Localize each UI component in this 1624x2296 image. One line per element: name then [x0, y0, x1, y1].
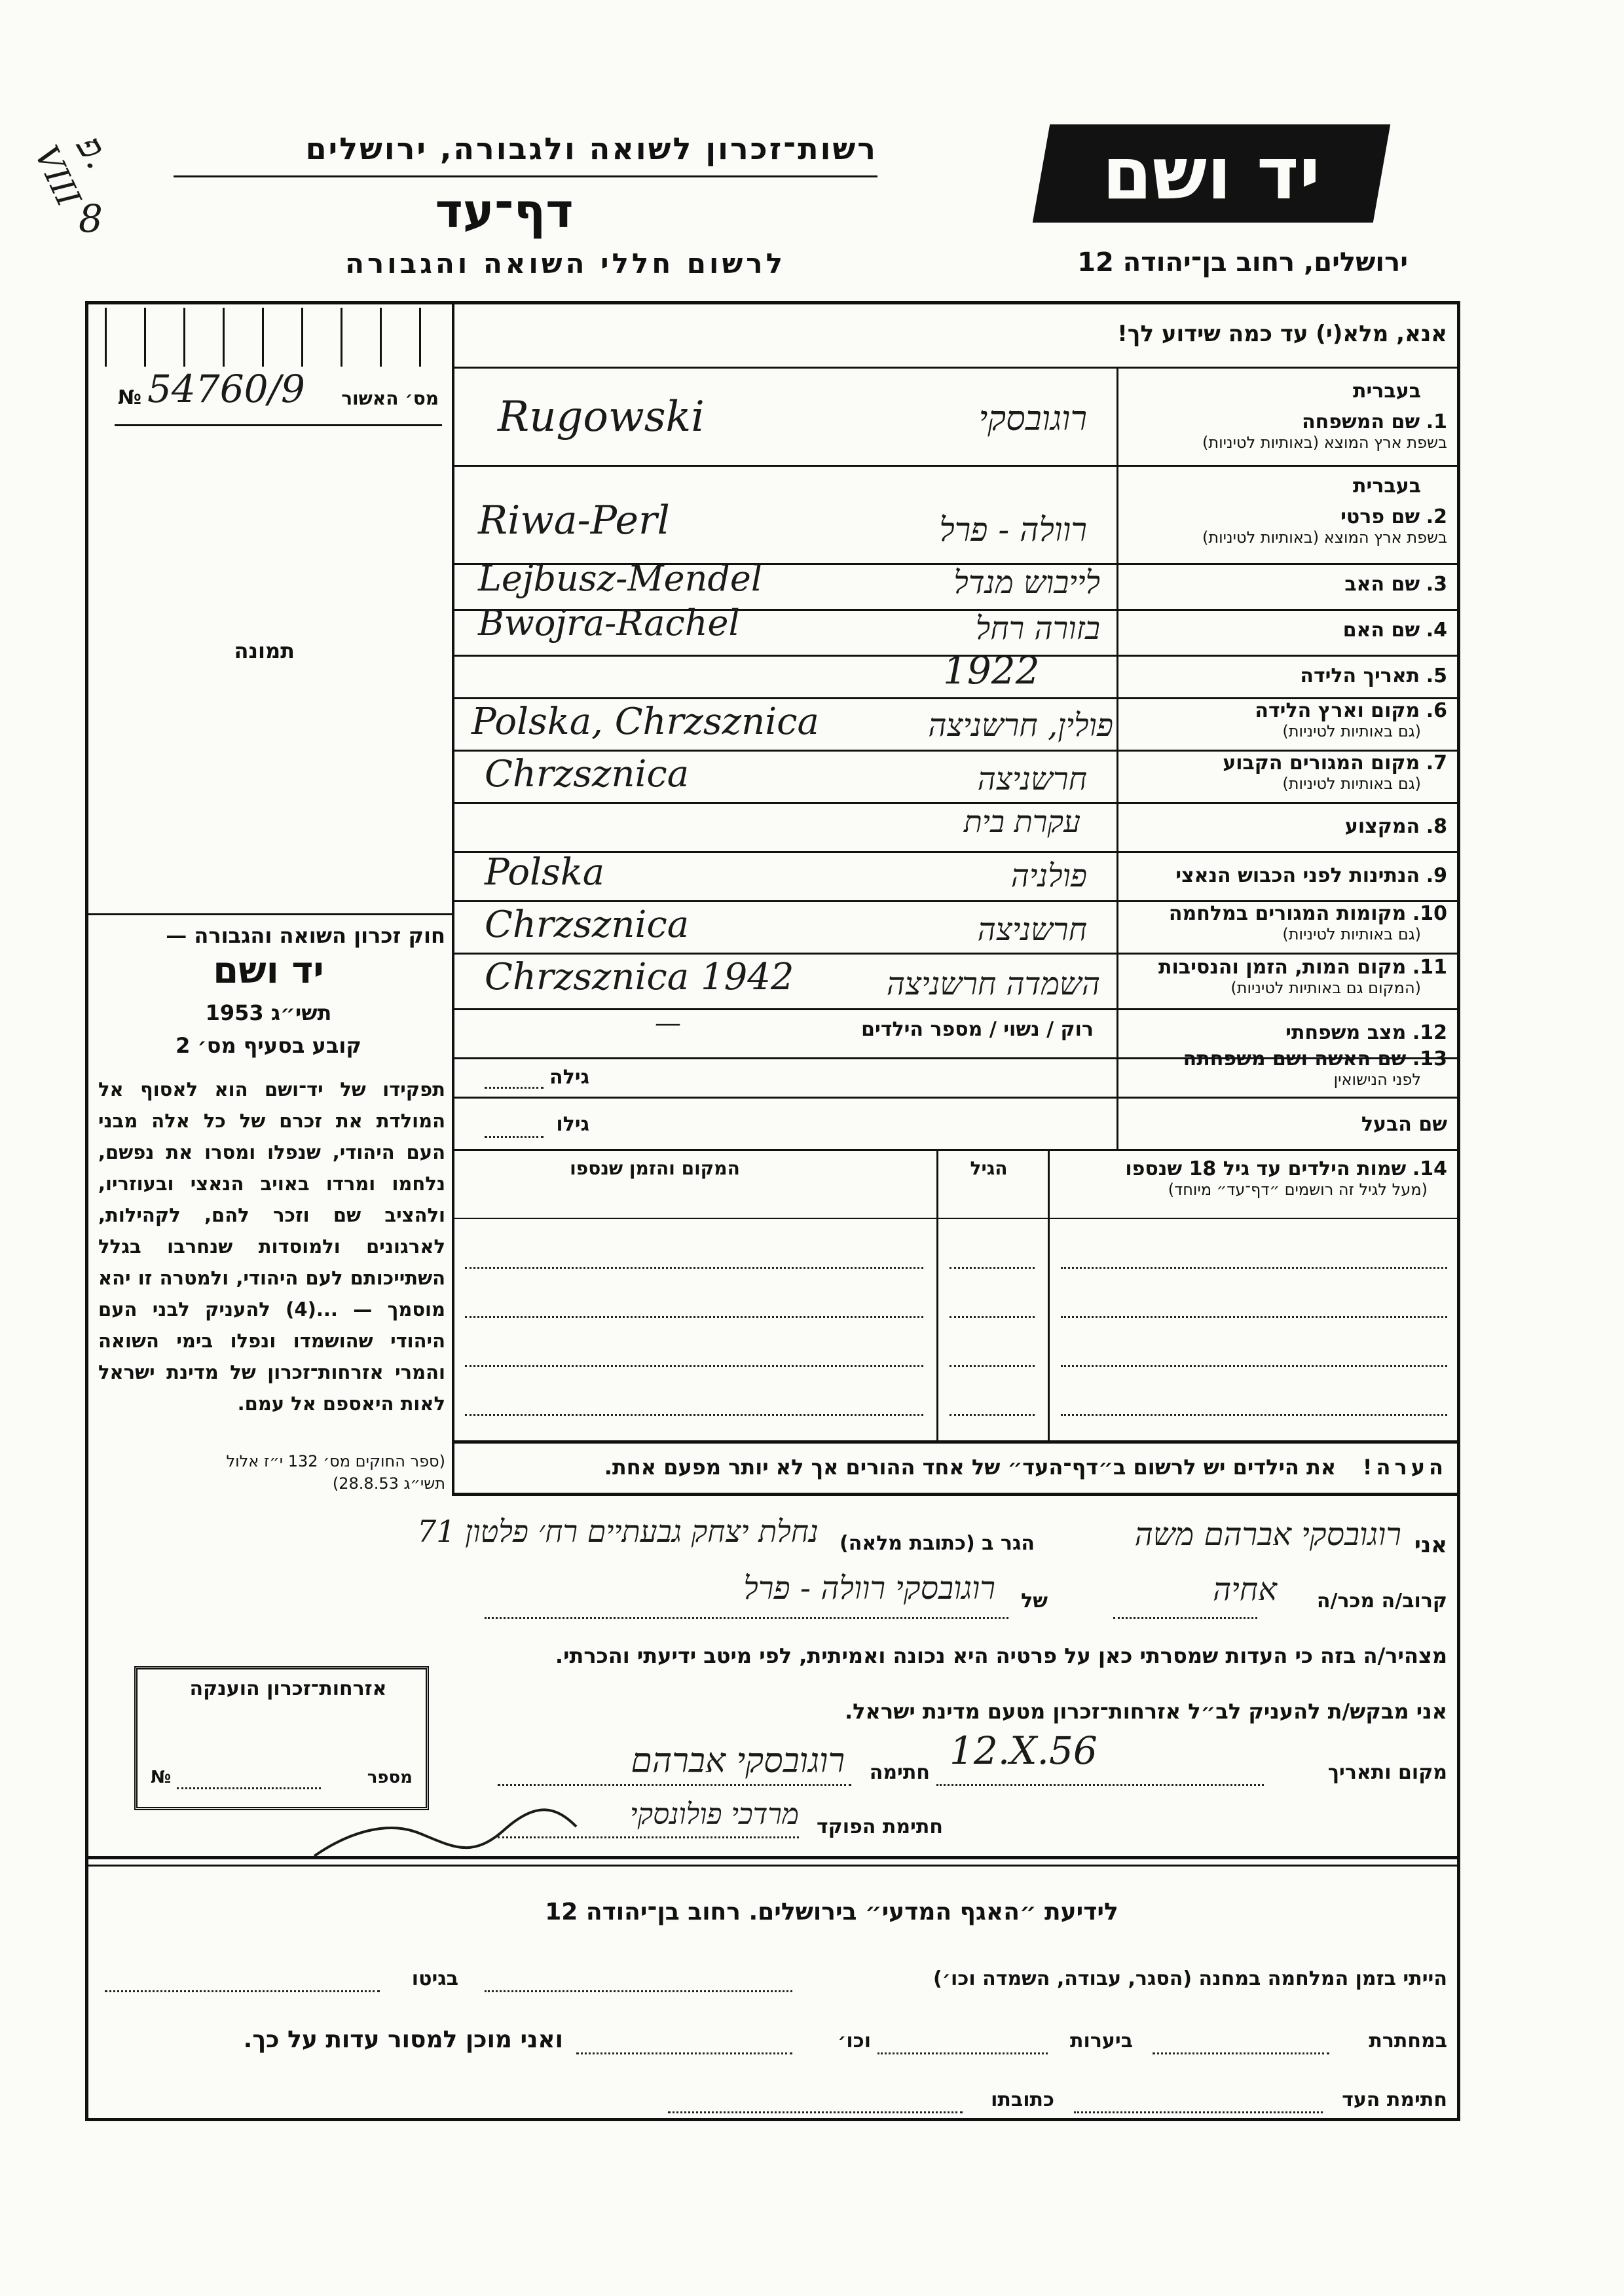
field-10-num: 10.	[1412, 902, 1447, 925]
bottom-line3-dots-a	[1074, 2111, 1323, 2113]
field-7-name: מקום המגורים הקבוע	[1223, 752, 1420, 774]
field-12-num: 12.	[1412, 1021, 1447, 1044]
place-date-line	[936, 1784, 1264, 1786]
field-6-name: מקום וארץ הלידה	[1255, 699, 1420, 722]
photo-box-bottom	[85, 913, 453, 915]
field-1-hebrew[interactable]: רוגובסקי	[978, 399, 1087, 439]
field-8-hebrew[interactable]: עקרת בית	[963, 804, 1080, 839]
table-row	[950, 1267, 1035, 1269]
citizenship-box-number-label: מספר	[367, 1768, 413, 1787]
table-row	[465, 1414, 923, 1416]
of-label: של	[1021, 1590, 1048, 1613]
field-5-name: תאריך הלידה	[1300, 665, 1420, 687]
field-10-hebrew[interactable]: חרשניצה	[977, 911, 1087, 948]
law-heading: חוק זכרון השואה והגבורה —	[166, 923, 445, 948]
officer-value[interactable]: מרדכי פולונסקי	[629, 1798, 799, 1831]
field-11-latin[interactable]: Chrzsznica 1942	[485, 956, 794, 998]
field-6-num: 6.	[1426, 699, 1447, 722]
children-col-age: הגיל	[970, 1157, 1008, 1179]
table-row	[950, 1414, 1035, 1416]
field-7-label	[1107, 752, 1447, 793]
field-9-name: הנתינות לפני הכבוש הנאצי	[1175, 864, 1420, 887]
field-6-sub: (גם באותיות לטיניות)	[1282, 722, 1421, 740]
logo-text: יד ושם	[1102, 132, 1321, 215]
bottom-line2-d: ואני מוכן למסור עדות על כך.	[243, 2026, 563, 2053]
citizenship-box-line	[177, 1787, 321, 1789]
field-6-hebrew[interactable]: פולין, חרשניצה	[928, 707, 1113, 744]
field-6-label	[1107, 699, 1447, 740]
address: ירושלים, רחוב בן־יהודה 12	[1077, 247, 1408, 278]
bottom-line2-dots-b	[877, 2052, 1048, 2054]
children-col-1	[936, 1149, 938, 1440]
table-row	[1061, 1365, 1447, 1367]
note-label: הערה!	[1362, 1455, 1447, 1480]
field-7-latin[interactable]: Chrzsznica	[485, 753, 690, 795]
bottom-line2-dots-a	[1153, 2052, 1329, 2054]
signature-label: חתימה	[869, 1761, 930, 1784]
relation-value[interactable]: אחיה	[1213, 1571, 1277, 1608]
table-row	[950, 1365, 1035, 1367]
children-col-place: המקום והזמן שנספו	[570, 1157, 740, 1179]
field-11-hebrew[interactable]: השמדה חרשניצה	[886, 966, 1100, 1002]
law-year: תשי״ג 1953	[205, 1000, 332, 1025]
citizenship-box-title: אזרחות־זכרון הוענקה	[189, 1677, 387, 1700]
field-2-sub: בשפת ארץ המוצא (באותיות לטיניות)	[1202, 528, 1447, 547]
bottom-line2-b: ביערות	[1070, 2030, 1133, 2052]
field-12-name: מצב משפחתי	[1285, 1021, 1407, 1044]
request-text: אני מבקש/ת להעניק לב״ל אזרחות־זכרון מטעם מדינת ישראל.	[845, 1699, 1447, 1724]
margin-note	[7, 128, 120, 242]
law-name: יד ושם	[213, 949, 324, 992]
field-11-sub: (המקום גם באותיות לטיניות)	[1230, 979, 1421, 997]
relation-line	[1113, 1617, 1257, 1619]
husband-label: שם הבעל	[1361, 1113, 1447, 1136]
field-9-latin[interactable]: Polska	[485, 851, 605, 894]
table-row	[465, 1267, 923, 1269]
bottom-line1-b: בגיטו	[411, 1967, 458, 1990]
field-2-hebrew[interactable]: רוולה - פרל	[939, 511, 1087, 549]
field-4-label	[1107, 619, 1447, 642]
place-date-value[interactable]: 12.X.56	[950, 1728, 1098, 1773]
yad-vashem-logo	[1033, 124, 1390, 223]
cert-number: 54760/9	[147, 367, 305, 411]
field-5-value[interactable]: 1922	[943, 648, 1040, 693]
field-5-num: 5.	[1426, 665, 1447, 687]
husband-age-label: גילו	[556, 1113, 589, 1136]
field-13-sub: לפני הנישואין	[1333, 1070, 1421, 1089]
cert-label: מס׳ האשור	[341, 388, 439, 409]
place-date-label: מקום ותאריך	[1327, 1761, 1447, 1784]
citizenship-box	[134, 1666, 429, 1810]
declarant-line	[452, 1561, 1624, 1563]
table-row	[1061, 1316, 1447, 1318]
field-2-num: 2.	[1426, 505, 1447, 528]
citizenship-box-no-sign: №	[151, 1768, 172, 1787]
field-4-hebrew[interactable]: בזורה רחל	[975, 610, 1100, 647]
field-8-name: המקצוע	[1344, 815, 1420, 838]
margin-note-line1: פ.	[67, 128, 120, 177]
field-3-latin[interactable]: Lejbusz-Mendel	[478, 558, 763, 599]
field-8-num: 8.	[1426, 815, 1447, 838]
husband-age-line	[485, 1136, 544, 1138]
field-13-name: שם האשה ושם משפחתה	[1183, 1048, 1407, 1070]
signature-line	[498, 1784, 851, 1786]
law-text: תפקידו של יד־ושם הוא לאסוף אל המולדת את זכרם של כל אלה מבני העם היהודי, שנפלו ומסרו את נפשם, נלחמו ומרדו באויב הנאצי ובעוזריו, ולהציב שם וזכר להם, לקהילות, לארגונים ולמוסדות שנחרבו בגלל השתייכותם לעם היהודי, ולמטרה זו יהא מוסמך — ...(4) להעניק לבני העם היהודי שהושמדו ונפלו בימי השואה והמרי אזרחות־זכרון של מדינת ישראל לאות היאספם אל עמם.	[98, 1078, 445, 1415]
form-subtitle: לרשום חללי השואה והגבורה	[345, 247, 786, 280]
children-num: 14.	[1412, 1157, 1447, 1180]
field-1-latin[interactable]: Rugowski	[498, 393, 705, 441]
field-13-age-label: גילה	[549, 1066, 589, 1089]
declarant-address[interactable]: נחלת יצחק גבעתיים רח׳ פלטון 71	[416, 1514, 819, 1549]
left-column-divider	[452, 301, 454, 1493]
field-3-name: שם האב	[1344, 573, 1420, 596]
children-title: שמות הילדים עד גיל 18 שנספו	[1125, 1157, 1407, 1180]
table-row	[465, 1316, 923, 1318]
margin-note-line2: VIII	[27, 139, 88, 213]
children-top	[452, 1149, 1460, 1151]
field-10-label	[1107, 902, 1447, 943]
field-2-heb-tag: בעברית	[1353, 475, 1421, 498]
field-9-num: 9.	[1426, 864, 1447, 887]
bottom-line2-dots-c	[576, 2052, 792, 2054]
declarant-i-label: אני	[1414, 1532, 1447, 1558]
field-8-label	[1107, 815, 1447, 838]
field-4-latin[interactable]: Bwojra-Rachel	[478, 602, 740, 644]
field-7-hebrew[interactable]: חרשניצה	[977, 761, 1087, 797]
declare-text: מצהיר/ה בזה כי העדות שמסרתי כאן על פרטיה היא נכונה ואמיתית, לפי מיטב ידיעתי והכרתי.	[555, 1643, 1447, 1668]
cert-no-sign: №	[118, 386, 142, 409]
note-bottom	[452, 1493, 1460, 1496]
table-row	[1061, 1267, 1447, 1269]
declarant-name[interactable]: רוגובסקי אברהם משה	[1134, 1516, 1401, 1553]
field-1-num: 1.	[1426, 410, 1447, 433]
field-9-hebrew[interactable]: פולניה	[1010, 858, 1087, 894]
field-10-latin[interactable]: Chrzsznica	[485, 903, 690, 946]
field-4-num: 4.	[1426, 619, 1447, 642]
field-10-sub: (גם באותיות לטיניות)	[1282, 925, 1421, 943]
bottom-line1-dots-a	[485, 1990, 792, 1992]
field-2-name: שם פרטי	[1340, 505, 1420, 528]
note-text: את הילדים יש לרשום ב״דף־העד״ של אחד ההורים אך לא יותר מפעם אחת.	[604, 1455, 1337, 1480]
bottom-line3-b: כתובתו	[991, 2088, 1054, 2111]
field-5-label	[1107, 665, 1447, 687]
relation-label: קרוב/ה מכר/ה	[1316, 1590, 1447, 1613]
field-13-num: 13.	[1412, 1048, 1447, 1070]
of-line	[485, 1617, 1008, 1619]
field-4-name: שם האם	[1342, 619, 1420, 642]
children-sub: (מעל לגיל זה רושמים ״דף־עד״ מיוחד)	[1168, 1180, 1428, 1199]
children-heading	[1041, 1157, 1447, 1199]
form-title: דף־עד	[435, 183, 574, 238]
law-ref: (ספר החוקים מס׳ 132 י״ז אלול תשי״ג 28.8.53)	[226, 1452, 445, 1493]
field-6-latin[interactable]: Polska, Chrzsznica	[471, 701, 819, 743]
field-10-name: מקומות המגורים במלחמה	[1168, 902, 1407, 925]
field-7-sub: (גם באותיות לטיניות)	[1282, 774, 1421, 793]
declarant-resides-label: הגר ב (כתובת מלאה)	[839, 1532, 1035, 1555]
table-row	[950, 1316, 1035, 1318]
cert-line	[115, 424, 442, 426]
field-11-label	[1107, 956, 1447, 997]
field-13-age-line	[485, 1087, 544, 1089]
field-1-name: שם המשפחה	[1302, 410, 1420, 433]
photo-label: תמונה	[234, 638, 295, 663]
bottom-rule-2	[85, 1865, 1460, 1867]
field-3-label	[1107, 573, 1447, 596]
instruction-line	[452, 367, 1460, 369]
org-underline	[174, 175, 877, 177]
bottom-heading: לידיעת ״האגף המדעי״ בירושלים. רחוב בן־יהודה 12	[545, 1899, 1118, 1925]
field-9-label	[1107, 864, 1447, 887]
table-row	[1061, 1414, 1447, 1416]
field-3-num: 3.	[1426, 573, 1447, 596]
field-12-extra-value[interactable]: —	[655, 1008, 681, 1038]
field-12-label	[1107, 1021, 1447, 1044]
bottom-line2-c: וכו׳	[838, 2030, 871, 2052]
bottom-line2-a: במחתרת	[1369, 2030, 1447, 2052]
note-top	[452, 1440, 1460, 1444]
signature-value[interactable]: רוגובסקי אברהם	[631, 1741, 845, 1781]
table-row	[465, 1365, 923, 1367]
field-2-latin[interactable]: Riwa-Perl	[478, 498, 670, 543]
officer-label: חתימת הפוקד	[817, 1815, 943, 1838]
field-2-label	[1107, 475, 1447, 547]
field-7-num: 7.	[1426, 752, 1447, 774]
field-1-label	[1107, 380, 1447, 452]
law-clause: קובע בסעיף מס׳ 2	[175, 1033, 361, 1058]
children-header-line	[452, 1218, 1460, 1219]
bottom-line3-dots-b	[668, 2111, 963, 2113]
note	[452, 1455, 1447, 1480]
field-11-name: מקום המות, הזמן והנסיבות	[1158, 956, 1407, 979]
field-1-sub: בשפת ארץ המוצא (באותיות לטיניות)	[1202, 433, 1447, 452]
bottom-rule-1	[85, 1856, 1460, 1859]
bottom-line1-dots-b	[105, 1990, 380, 1992]
field-1-heb-tag: בעברית	[1353, 380, 1421, 403]
field-3-hebrew[interactable]: לייבוש מנדל	[953, 564, 1100, 601]
field-13-label	[1107, 1048, 1447, 1089]
of-name[interactable]: רוגובסקי רוולה - פרל	[743, 1570, 995, 1607]
org-name: רשות־זכרון לשואה ולגבורה, ירושלים	[305, 131, 877, 166]
bottom-line3-a: חתימת העד	[1342, 2088, 1447, 2111]
field-11-num: 11.	[1412, 956, 1447, 979]
instruction: אנא, מלא(י) עד כמה שידוע לך!	[1117, 321, 1447, 347]
margin-note-line3: 8	[79, 196, 103, 241]
field-12-extra: רוק / נשוי / מספר הילדים	[861, 1018, 1094, 1041]
bottom-line1-a: הייתי בזמן המלחמה במחנה (הסגר, עבודה, השמדה וכו׳)	[933, 1967, 1447, 1990]
